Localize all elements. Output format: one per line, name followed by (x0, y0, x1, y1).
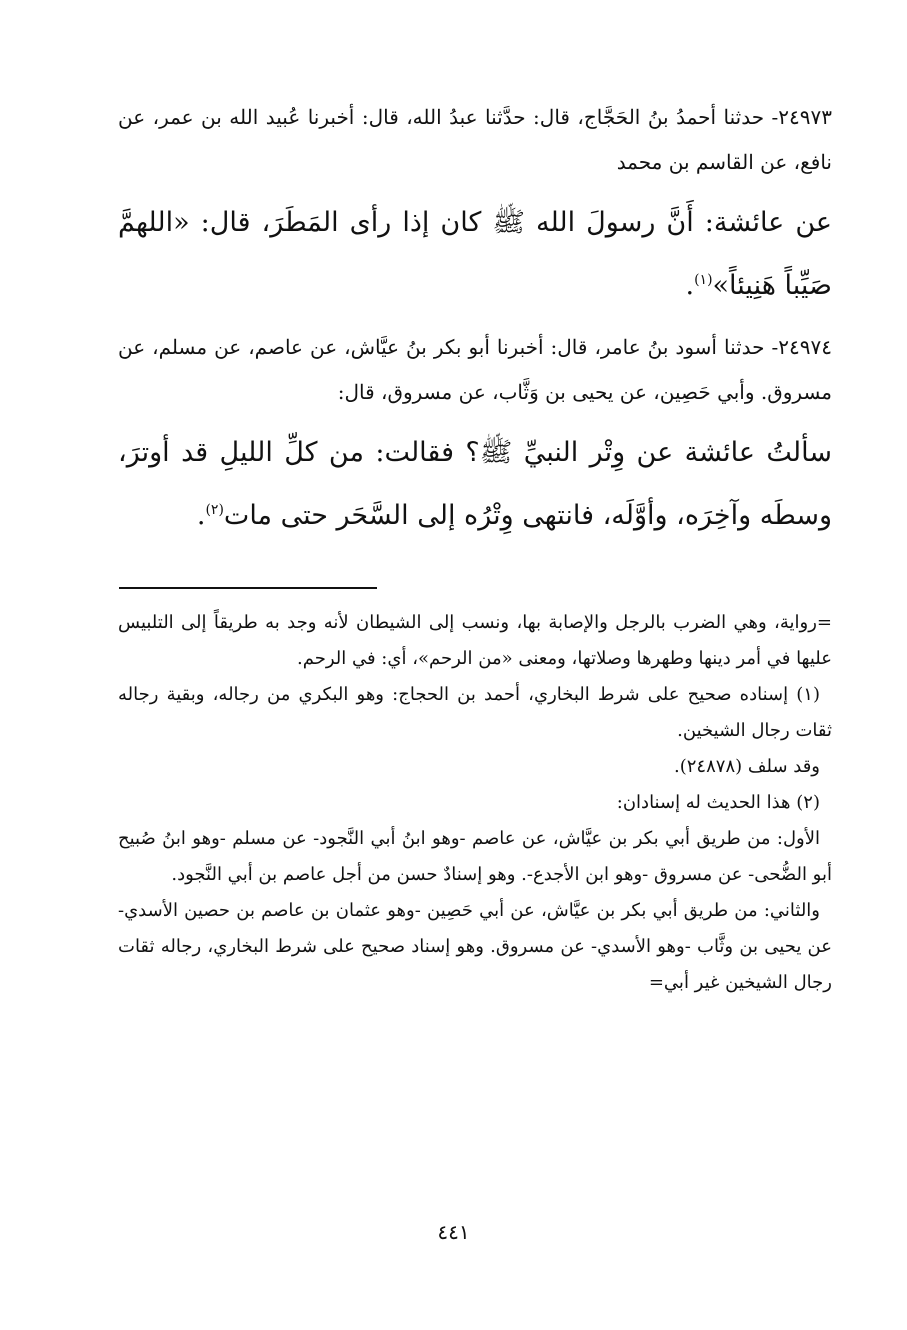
footnote-continuation: =رواية، وهي الضرب بالرجل والإصابة بها، ونسب إلى الشيطان لأنه وجد به طريقاً إلى التلبيس عليها في أمر دينها وطهرها وصلاتها، ومعنى «من الرحم»، أي: في الرحم. (118, 612, 832, 669)
hadith-24974-isnad: ٢٤٩٧٤- حدثنا أسود بنُ عامر، قال: أخبرنا أبو بكر بنُ عيَّاش، عن عاصم، عن مسلم، عن مسروق. وأبي حَصِين، عن يحيى بن وَثَّاب، عن مسروق، قال: (118, 335, 832, 404)
footnote-2: (٢) هذا الحديث له إسنادان: (616, 792, 820, 813)
footnote-ref-2: (٢) (205, 502, 224, 518)
footnote-separator (119, 587, 377, 589)
footnote-ref-1: (١) (694, 272, 713, 288)
hadith-24973-matn-end: . (685, 270, 695, 301)
hadith-24973-matn-text: عن عائشة: أَنَّ رسولَ الله ﷺ كان إذا رأى المَطَرَ، قال: «اللهمَّ صَيِّباً هَنِيئاً» (118, 207, 832, 301)
footnote-2-second-isnad: والثاني: من طريق أبي بكر بن عيَّاش، عن أبي حَصِين -وهو عثمان بن عاصم بن حصين الأسدي- عن يحيى بن وثَّاب -وهو الأسدي- عن مسروق. وهو إسناد صحيح على شرط البخاري، رجاله ثقات رجال الشيخين غير أبي= (118, 900, 832, 993)
footnote-1: (١) إسناده صحيح على شرط البخاري، أحمد بن الحجاج: وهو البكري من رجاله، وبقية رجاله ثقات رجال الشيخين. (118, 684, 832, 741)
hadith-24974-matn-text: سألتُ عائشة عن وِتْر النبيِّ ﷺ؟ فقالت: من كلِّ الليلِ قد أوترَ، وسطَه وآخِرَه، وأوَّلَه، فانتهى وِتْرُه إلى السَّحَر حتى مات (118, 437, 832, 531)
footnote-2-first-isnad: الأول: من طريق أبي بكر بن عيَّاش، عن عاصم -وهو ابنُ أبي النَّجود- عن مسلم -وهو ابنُ صُبيح أبو الضُّحى- عن مسروق -وهو ابن الأجدع-. وهو إسنادٌ حسن من أجل عاصم بن أبي النَّجود. (118, 828, 832, 885)
hadith-24974-matn (118, 421, 832, 547)
page-number: ٤٤١ (437, 1220, 470, 1244)
footnote-1-note: وقد سلف (٢٤٨٧٨). (674, 756, 820, 777)
hadith-24973-isnad: ٢٤٩٧٣- حدثنا أحمدُ بنُ الحَجَّاج، قال: حدَّثنا عبدُ الله، قال: أخبرنا عُبيد الله بن عمر، عن نافع، عن القاسم بن محمد (118, 105, 832, 174)
page-body (118, 95, 832, 1001)
hadith-24974-matn-end: . (196, 500, 206, 531)
hadith-24973-matn (118, 191, 832, 317)
